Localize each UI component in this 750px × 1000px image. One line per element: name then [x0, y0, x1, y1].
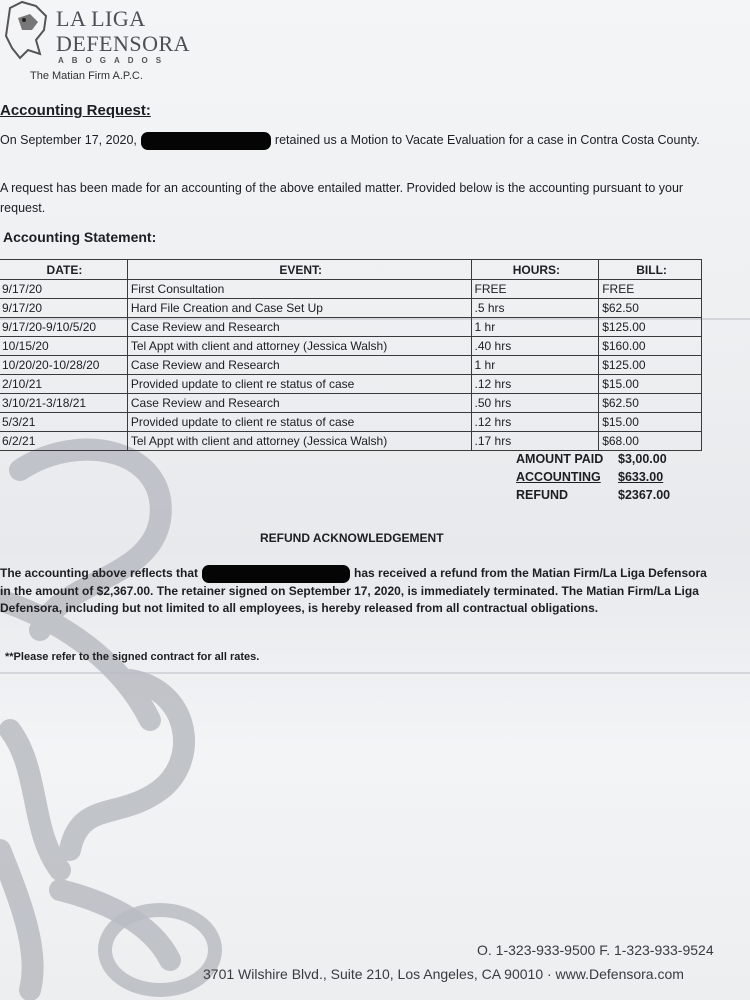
cell-hours: .5 hrs: [471, 299, 599, 318]
cell-date: 10/20/20-10/28/20: [0, 356, 127, 375]
accounting-table: [0, 259, 702, 451]
cell-bill: $68.00: [599, 432, 702, 451]
cell-date: 6/2/21: [0, 432, 127, 451]
table-row: [0, 318, 702, 337]
cell-date: 3/10/21-3/18/21: [0, 394, 127, 413]
cell-bill: $125.00: [599, 318, 702, 337]
cell-bill: $15.00: [599, 413, 702, 432]
cell-date: 9/17/20: [0, 280, 127, 299]
cell-date: 9/17/20-9/10/5/20: [0, 318, 127, 337]
ack-heading: REFUND ACKNOWLEDGEMENT: [260, 531, 444, 545]
table-row: [0, 413, 702, 432]
cell-date: 10/15/20: [0, 337, 127, 356]
table-header-row: [0, 260, 702, 280]
cell-bill: $62.50: [599, 299, 702, 318]
refund-label: REFUND: [516, 488, 569, 502]
col-header-hours: HOURS:: [471, 260, 599, 280]
ack-paragraph: [0, 565, 715, 617]
request-text-after: retained us a Motion to Vacate Evaluation for a case in Contra Costa County.: [274, 133, 700, 147]
cell-date: 9/17/20: [0, 299, 127, 318]
table-row: [0, 299, 702, 318]
col-header-date: DATE:: [0, 260, 127, 280]
cell-event: Case Review and Research: [127, 356, 471, 375]
cell-event: First Consultation: [127, 280, 471, 299]
footer-phones: O. 1-323-933-9500 F. 1-323-933-9524: [477, 942, 714, 958]
amount-paid-value: $3,00.00: [618, 452, 667, 466]
cell-hours: FREE: [471, 280, 599, 299]
client-name-redaction-2: [202, 565, 350, 583]
cell-event: Provided update to client re status of case: [127, 375, 471, 394]
request-heading: Accounting Request:: [0, 102, 151, 119]
logo-subtitle: ABOGADOS: [58, 56, 170, 65]
accounting-label: ACCOUNTING: [516, 470, 601, 484]
cell-bill: FREE: [599, 280, 702, 299]
col-header-bill: BILL:: [599, 260, 702, 280]
accounting-value: $633.00: [618, 470, 664, 484]
cell-event: Tel Appt with client and attorney (Jessica Walsh): [127, 432, 471, 451]
cell-event: Provided update to client re status of case: [127, 413, 471, 432]
amount-paid-label: AMOUNT PAID: [516, 452, 604, 466]
lion-logo-icon: [2, 0, 52, 60]
table-row: [0, 432, 702, 451]
cell-event: Case Review and Research: [127, 394, 471, 413]
cell-bill: $160.00: [599, 337, 702, 356]
cell-bill: $62.50: [599, 394, 702, 413]
logo-wordmark-line1: LA LIGA: [56, 6, 146, 31]
cell-event: Tel Appt with client and attorney (Jessica Walsh): [127, 337, 471, 356]
col-header-event: EVENT:: [127, 260, 471, 280]
cell-hours: .40 hrs: [471, 337, 599, 356]
request-text-before: On September 17, 2020,: [0, 133, 137, 147]
lion-watermark: [0, 430, 240, 1000]
cell-hours: .12 hrs: [471, 413, 599, 432]
cell-bill: $15.00: [599, 375, 702, 394]
table-row: [0, 280, 702, 299]
statement-heading: Accounting Statement:: [3, 229, 157, 245]
ack-text-after: has received a refund from the Matian Firm/La Liga Defensora in the amount of $2,367.00. The retainer signed on September 17, 2020, is immediately terminated. The Matian Firm/La Liga Defensora, including but not limited to all employees, is hereby released from all contractual obligations.: [0, 566, 707, 615]
cell-date: 2/10/21: [0, 375, 127, 394]
request-paragraph-2: A request has been made for an accounting of the above entailed matter. Provided below is the accounting pursuant to your request.: [0, 181, 684, 215]
firm-name: The Matian Firm A.P.C.: [30, 70, 143, 82]
cell-date: 5/3/21: [0, 413, 127, 432]
contract-note: **Please refer to the signed contract for all rates.: [5, 651, 260, 663]
ack-text-before: The accounting above reflects that: [0, 566, 199, 581]
cell-hours: 1 hr: [471, 356, 599, 375]
cell-bill: $125.00: [599, 356, 702, 375]
refund-value: $2367.00: [618, 488, 671, 502]
cell-event: Hard File Creation and Case Set Up: [127, 299, 471, 318]
cell-hours: .50 hrs: [471, 394, 599, 413]
cell-event: Case Review and Research: [127, 318, 471, 337]
table-row: [0, 337, 702, 356]
table-row: [0, 356, 702, 375]
cell-hours: .17 hrs: [471, 432, 599, 451]
footer-address: 3701 Wilshire Blvd., Suite 210, Los Angeles, CA 90010 · www.Defensora.com: [203, 966, 684, 982]
cell-hours: 1 hr: [471, 318, 599, 337]
table-row: [0, 394, 702, 413]
logo-wordmark-line2: DEFENSORA: [56, 31, 191, 56]
table-row: [0, 375, 702, 394]
client-name-redaction: [141, 132, 271, 150]
request-paragraph-1: [0, 130, 700, 150]
cell-hours: .12 hrs: [471, 375, 599, 394]
totals-block: [516, 450, 670, 504]
